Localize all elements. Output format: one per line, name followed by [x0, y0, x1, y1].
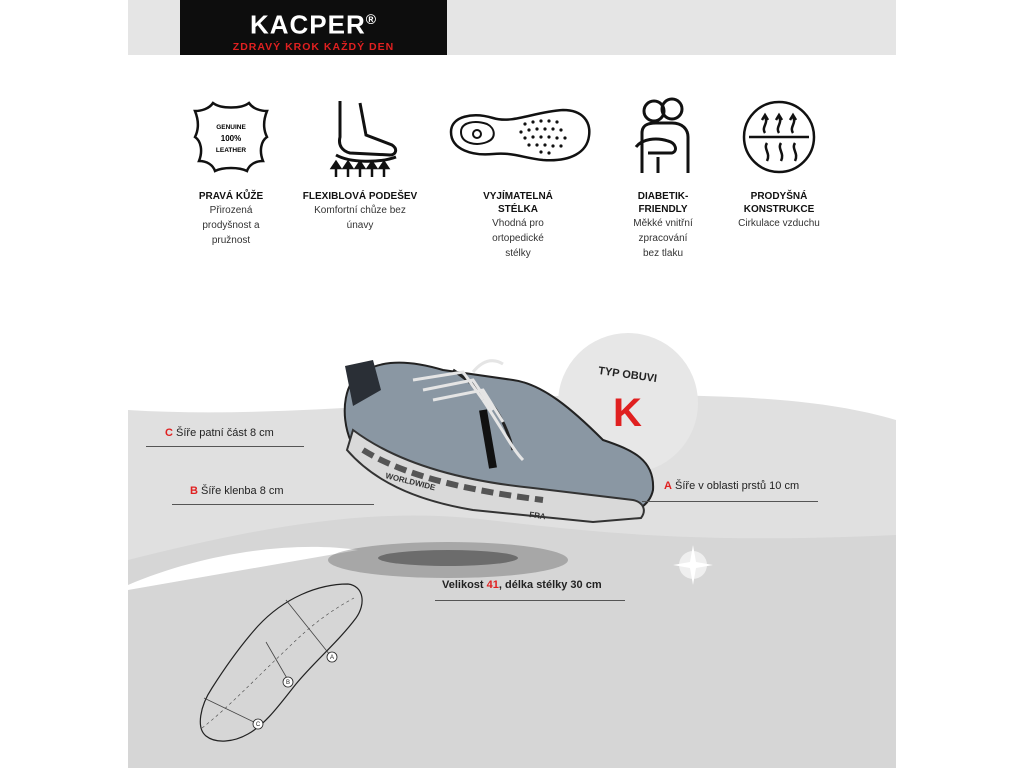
insole-icon: [443, 102, 593, 172]
feature-title: DIABETIK- FRIENDLY: [637, 191, 689, 215]
badge-title: TYP OBUVI: [597, 364, 658, 386]
measure-line: [172, 504, 374, 505]
badge-letter: K: [613, 391, 642, 435]
leather-icon: [191, 99, 271, 175]
shoe-label: WORLDWIDE: [384, 471, 437, 493]
svg-text:GENUINE: GENUINE: [216, 124, 246, 131]
feature-title: FLEXIBLOVÁ PODEŠEV: [302, 191, 418, 202]
feature-flexible-sole: [295, 92, 425, 233]
feature-title: PRODYŠNÁ KONSTRUKCE: [743, 191, 815, 215]
measure-key: C: [165, 427, 173, 439]
feature-diabetic-friendly: [598, 92, 728, 261]
brand-tagline: ZDRAVÝ KROK KAŽDÝ DEN: [232, 40, 395, 53]
registered-mark: ®: [365, 11, 378, 27]
brand-logo: [180, 0, 447, 55]
sole-outline-diagram: [188, 578, 368, 748]
feature-title: PRAVÁ KŮŽE: [198, 191, 264, 202]
shoe-label: FRA: [528, 510, 547, 522]
flexible-sole-icon: [320, 97, 400, 177]
measure-c: [165, 427, 274, 439]
measure-text: Šíře v oblasti prstů 10 cm: [675, 480, 800, 492]
feature-desc: Přirozená prodyšnost a pružnost: [202, 205, 260, 246]
measure-text: Šíře patní část 8 cm: [176, 427, 274, 439]
measure-key: A: [664, 480, 672, 492]
product-info-panel: [128, 0, 896, 768]
brand-name: KACPER: [249, 9, 366, 40]
svg-text:LEATHER: LEATHER: [215, 147, 247, 154]
outline-marker: C: [255, 722, 261, 728]
breathable-icon: [739, 97, 819, 177]
measure-a: [664, 480, 799, 492]
feature-desc: Cirkulace vzduchu: [738, 218, 820, 229]
feature-desc: Vhodná pro ortopedické stélky: [492, 218, 544, 259]
feature-desc: Měkké vnitřní zpracování bez tlaku: [633, 218, 693, 259]
measure-b: [190, 485, 284, 497]
feature-removable-insole: [443, 92, 593, 261]
feature-title: VYJÍMATELNÁ STÉLKA: [483, 191, 553, 215]
feature-desc: Komfortní chůze bez únavy: [314, 205, 406, 231]
size-text: , délka stélky 30 cm: [498, 579, 602, 591]
outline-marker: B: [285, 680, 291, 686]
measure-size: [442, 579, 602, 591]
shoe-image: [333, 350, 663, 540]
feature-genuine-leather: [166, 92, 296, 248]
measure-line: [642, 501, 818, 502]
hug-icon: [628, 97, 698, 177]
size-value: 41: [486, 579, 499, 591]
size-prefix: Velikost: [442, 579, 484, 591]
measure-text: Šíře klenba 8 cm: [201, 485, 284, 497]
measure-line: [435, 600, 625, 601]
outline-marker: A: [329, 655, 335, 661]
svg-text:100%: 100%: [220, 134, 242, 143]
feature-breathable: [714, 92, 844, 231]
measure-line: [146, 446, 304, 447]
measure-key: B: [190, 485, 198, 497]
